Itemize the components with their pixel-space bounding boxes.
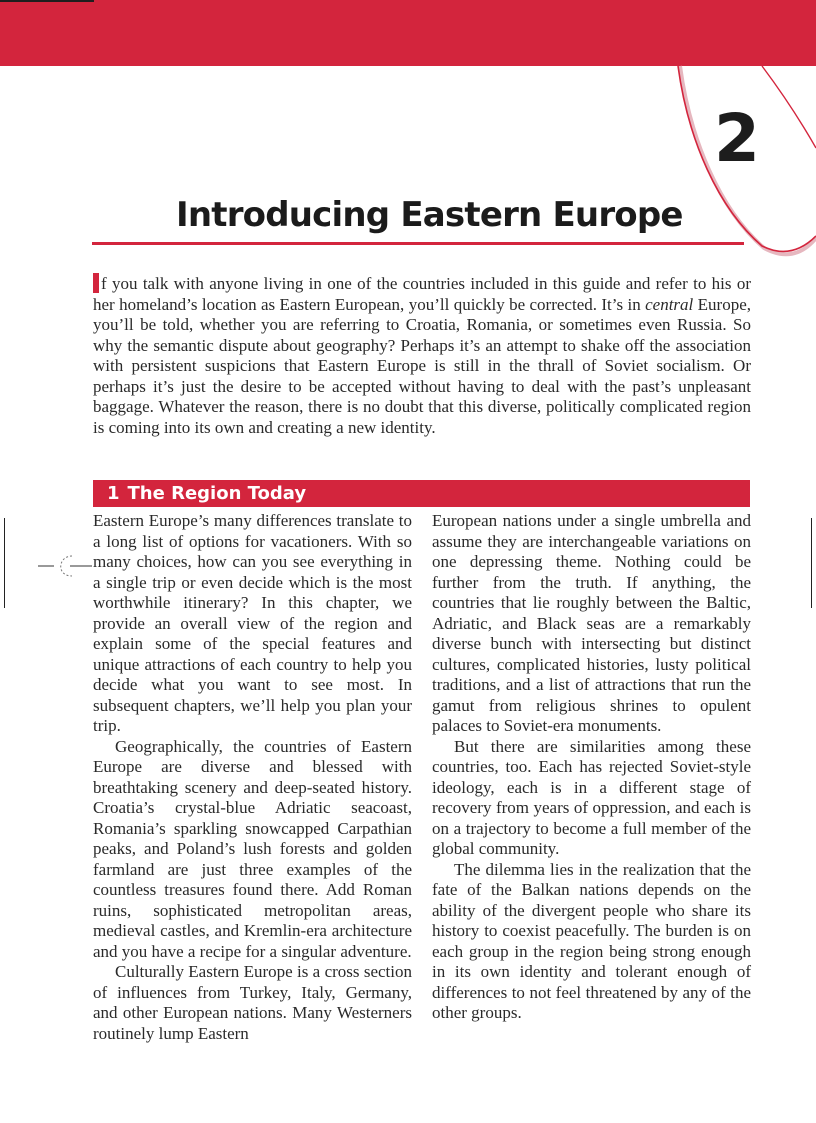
intro-text-start: f you talk with anyone living in one of the countries included in this guide and refer to his or her homeland’s location as Eastern European, you’ll quickly be corrected. It’s in — [93, 274, 751, 314]
chapter-title: Introducing Eastern Europe — [176, 195, 683, 235]
section-title-text: The Region Today — [127, 483, 307, 504]
intro-text-end: Europe, you’ll be told, whether you are referring to Croatia, Romania, or sometimes even Russia. So why the semantic dispute about geography? Perhaps it’s an attempt to shake off the association with persistent suspicions that Eastern Europe is still in the thrall of Soviet socialism. Or perhaps it’s just the desire to be accepted without having to deal with the past’s unpleasant baggage. Whatever the reason, there is no doubt that this diverse, politically complicated region is coming into its own and creating a new identity. — [93, 294, 751, 437]
left-column — [93, 511, 412, 1044]
crop-mark-left — [4, 518, 5, 608]
section-header — [93, 480, 750, 507]
dropcap-marker — [93, 273, 99, 293]
right-column — [432, 511, 751, 1024]
right-paragraph-3: The dilemma lies in the realization that the fate of the Balkan nations depends on the ability of the divergent people who share its history to coexist peacefully. The burden is on each group in the region being strong enough in its own identity and tolerant enough of differences to not feel threatened by any of the other groups. — [432, 859, 751, 1022]
left-paragraph-2: Geographically, the countries of Eastern Europe are diverse and blessed with breathtaking scenery and deep-seated history. Croatia’s crystal-blue Adriatic seacoast, Romania’s sparkling snowcapped Carpathian peaks, and Poland’s lush forests and golden farmland are just three examples of the countless treasures found there. Add Roman ruins, sophisticated metropolitan areas, medieval castles, and Kremlin-era architecture and you have a recipe for a singular adventure. — [93, 736, 412, 961]
arc-upper-line — [762, 66, 816, 148]
intro-paragraph — [93, 273, 751, 438]
section-title — [107, 481, 306, 507]
chapter-number: 2 — [714, 100, 758, 177]
left-paragraph-3: Culturally Eastern Europe is a cross section of influences from Turkey, Italy, Germany, and other European nations. Many Westerners routinely lump Eastern — [93, 962, 412, 1043]
crop-mark-right — [811, 518, 812, 608]
margin-mark — [28, 552, 92, 582]
left-paragraph-1: Eastern Europe’s many differences translate to a long list of options for vacationers. With so many choices, how can you see everything in a single trip or even decide which is the most worthwhile itinerary? In this chapter, we provide an overall view of the region and explain some of the special features and unique attractions of each country to help you decide what you want to see most. In subsequent chapters, we’ll help you plan your trip. — [93, 511, 412, 735]
section-number: 1 — [107, 483, 120, 504]
title-rule — [92, 242, 744, 245]
intro-emphasis: central — [645, 294, 694, 314]
top-color-band — [0, 0, 816, 66]
right-paragraph-1: European nations under a single umbrella and assume they are interchangeable variations on one depressing theme. Nothing could be further from the truth. If anything, the countries that lie roughly between the Baltic, Adriatic, and Black seas are a remarkably diverse bunch with intersecting but distinct cultures, complicated histories, lusty political traditions, and a list of attractions that run the gamut from religious shrines to opulent palaces to Soviet-era monuments. — [432, 511, 751, 735]
right-paragraph-2: But there are similarities among these countries, too. Each has rejected Soviet-style ideology, each is in a different stage of recovery from years of oppression, and each is on a trajectory to become a full member of the global community. — [432, 736, 751, 858]
top-band-tab — [0, 0, 94, 2]
